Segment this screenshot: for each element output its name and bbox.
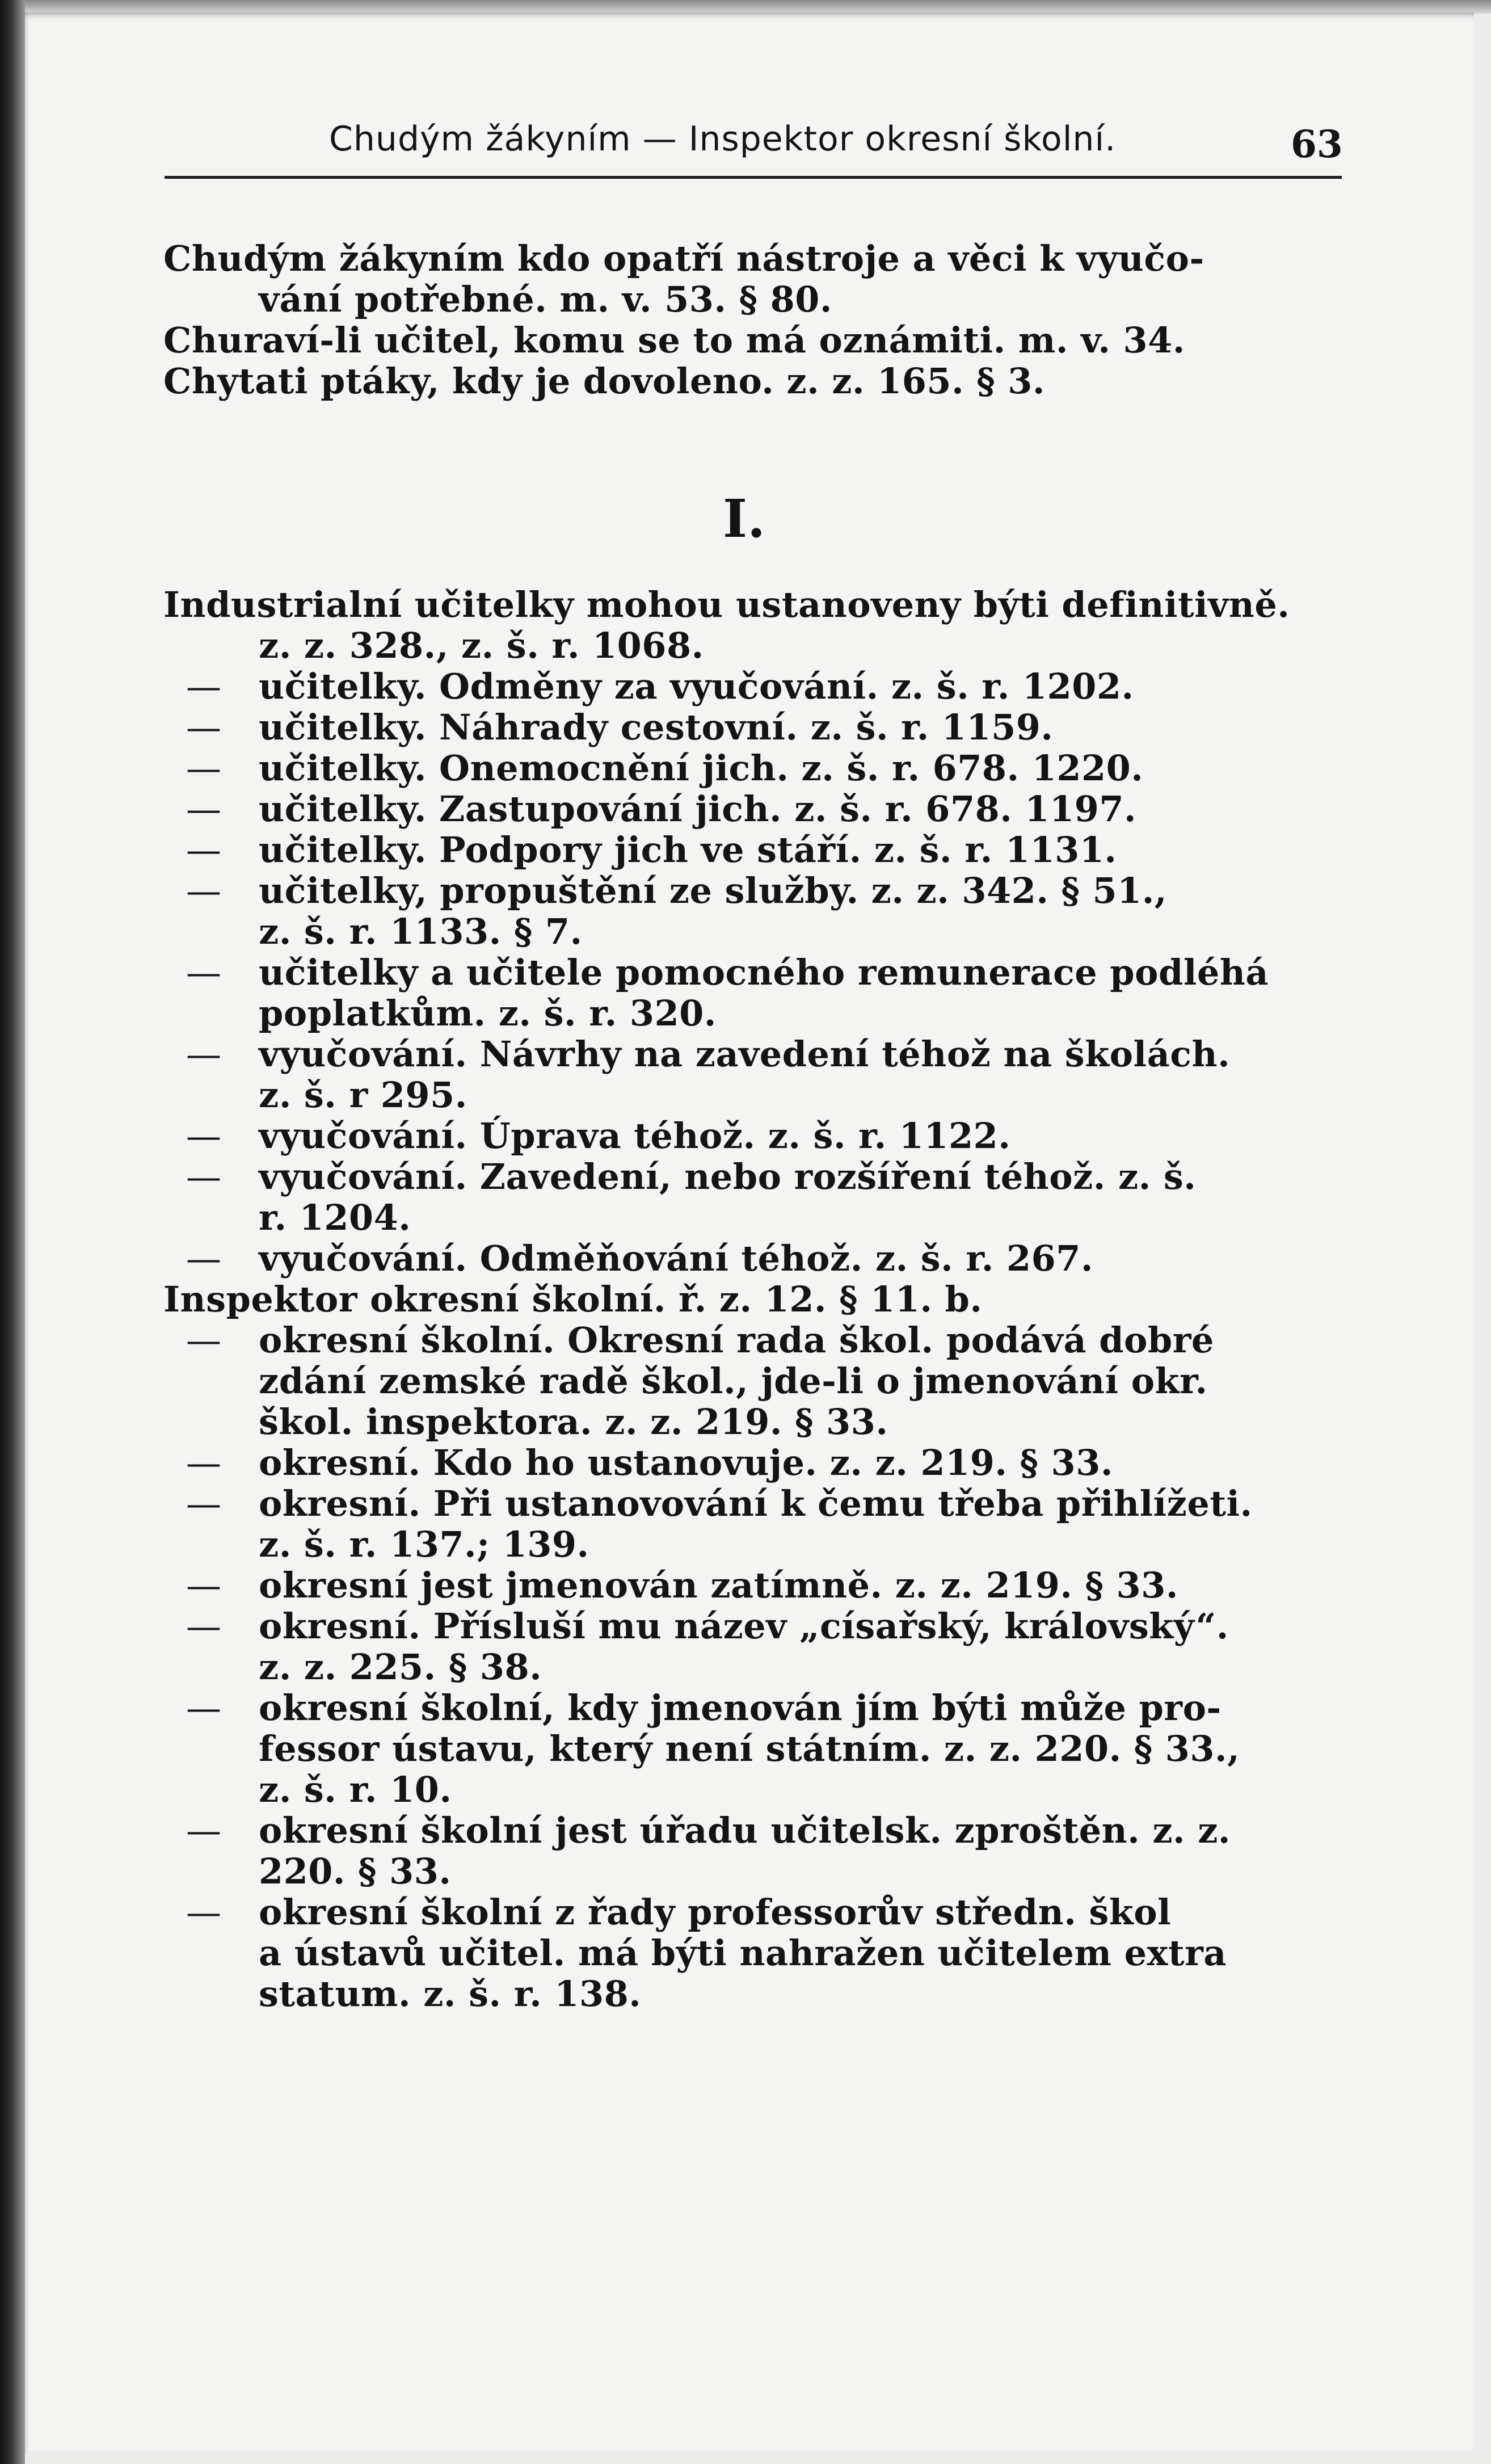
entry-line: — vyučování. Návrhy na zavedení téhož na školách. <box>163 1034 1349 1075</box>
entry-line: z. š. r 295. <box>259 1074 467 1116</box>
entry-line: z. z. 328., z. š. r. 1068. <box>259 625 704 666</box>
entry-line: — okresní školní z řady professorův středn. škol <box>163 1892 1349 1933</box>
dash-glyph: — <box>186 829 222 871</box>
entry-line: — okresní školní jest úřadu učitelsk. zproštěn. z. z. <box>163 1810 1349 1851</box>
entry-line: zdání zemské radě škol., jde-li o jmenování okr. <box>259 1360 1208 1402</box>
entry-line: Churaví-li učitel, komu se to má oznámiti. m. v. 34. <box>163 319 1185 361</box>
dash-glyph: — <box>186 666 222 707</box>
dash-glyph: — <box>186 1115 222 1157</box>
entry-line: poplatkům. z. š. r. 320. <box>259 993 717 1034</box>
dash-glyph: — <box>186 707 222 748</box>
entry-line: — vyučování. Odměňování téhož. z. š. r. 267. <box>163 1238 1349 1279</box>
entry-line: Chudým žákyním kdo opatří nástroje a věci k vyučo- <box>163 238 1204 279</box>
dash-glyph: — <box>186 1891 222 1933</box>
entry-line: Inspektor okresní školní. ř. z. 12. § 11. b. <box>163 1279 983 1320</box>
entry-line: 220. § 33. <box>259 1851 452 1892</box>
entry-line: — okresní školní, kdy jmenován jím býti může pro- <box>163 1688 1349 1729</box>
entry-line: statum. z. š. r. 138. <box>259 1973 642 2015</box>
entry-line: z. z. 225. § 38. <box>259 1646 542 1688</box>
dash-glyph: — <box>186 1238 222 1279</box>
dash-glyph: — <box>186 1442 222 1483</box>
entry-line: — okresní. Při ustanovování k čemu třeba přihlížeti. <box>163 1483 1349 1524</box>
entry-line: škol. inspektora. z. z. 219. § 33. <box>259 1401 888 1443</box>
entry-line: — okresní jest jmenován zatímně. z. z. 219. § 33. <box>163 1565 1349 1606</box>
entry-line: — učitelky, propuštění ze služby. z. z. 342. § 51., <box>163 871 1349 911</box>
dash-glyph: — <box>186 1810 222 1851</box>
entry-line: vání potřebné. m. v. 53. § 80. <box>259 279 832 320</box>
entry-line: — okresní. Přísluší mu název „císařský, královský“. <box>163 1606 1349 1647</box>
dash-glyph: — <box>186 747 222 789</box>
dash-glyph: — <box>186 952 222 993</box>
entry-line: — vyučování. Úprava téhož. z. š. r. 1122. <box>163 1116 1349 1157</box>
dash-glyph: — <box>186 788 222 830</box>
entry-line: — učitelky a učitele pomocného remunerace podléhá <box>163 952 1349 993</box>
dash-glyph: — <box>186 1156 222 1197</box>
entry-line: Industrialní učitelky mohou ustanoveny býti definitivně. <box>163 584 1290 625</box>
book-spine-shadow <box>0 0 25 2464</box>
dash-glyph: — <box>186 1605 222 1647</box>
dash-glyph: — <box>186 870 222 911</box>
entry-line: — učitelky. Onemocnění jich. z. š. r. 678. 1220. <box>163 748 1349 789</box>
dash-glyph: — <box>186 1319 222 1361</box>
entry-line: z. š. r. 1133. § 7. <box>259 911 583 952</box>
dash-glyph: — <box>186 1687 222 1729</box>
entry-line: — okresní školní. Okresní rada škol. podává dobré <box>163 1320 1349 1361</box>
entry-line: — učitelky. Zastupování jich. z. š. r. 678. 1197. <box>163 789 1349 830</box>
entries-c-section <box>163 238 1349 402</box>
entry-line: a ústavů učitel. má býti nahražen učitelem extra <box>259 1932 1227 1974</box>
entry-line: — učitelky. Odměny za vyučování. z. š. r. 1202. <box>163 666 1349 707</box>
entry-line: z. š. r. 137.; 139. <box>259 1524 589 1565</box>
page-number: 63 <box>1291 122 1343 166</box>
entry-line: fessor ústavu, který není státním. z. z. 220. § 33., <box>259 1728 1240 1769</box>
header-rule <box>165 176 1342 179</box>
dash-glyph: — <box>186 1565 222 1606</box>
section-letter: I. <box>723 488 766 549</box>
entry-line: — učitelky. Podpory jich ve stáří. z. š. r. 1131. <box>163 830 1349 871</box>
running-title: Chudým žákyním — Inspektor okresní školní. <box>329 119 1117 159</box>
entry-line: Chytati ptáky, kdy je dovoleno. z. z. 165. § 3. <box>163 360 1045 402</box>
dash-glyph: — <box>186 1483 222 1524</box>
entry-line: — okresní. Kdo ho ustanovuje. z. z. 219. § 33. <box>163 1443 1349 1483</box>
entry-line: r. 1204. <box>259 1197 411 1238</box>
page-top-edge <box>0 0 1491 14</box>
entry-line: z. š. r. 10. <box>259 1769 452 1810</box>
entry-line: — učitelky. Náhrady cestovní. z. š. r. 1159. <box>163 707 1349 748</box>
entry-line: — vyučování. Zavedení, nebo rozšíření téhož. z. š. <box>163 1157 1349 1197</box>
dash-glyph: — <box>186 1033 222 1075</box>
entries-i-section <box>163 585 1349 2015</box>
